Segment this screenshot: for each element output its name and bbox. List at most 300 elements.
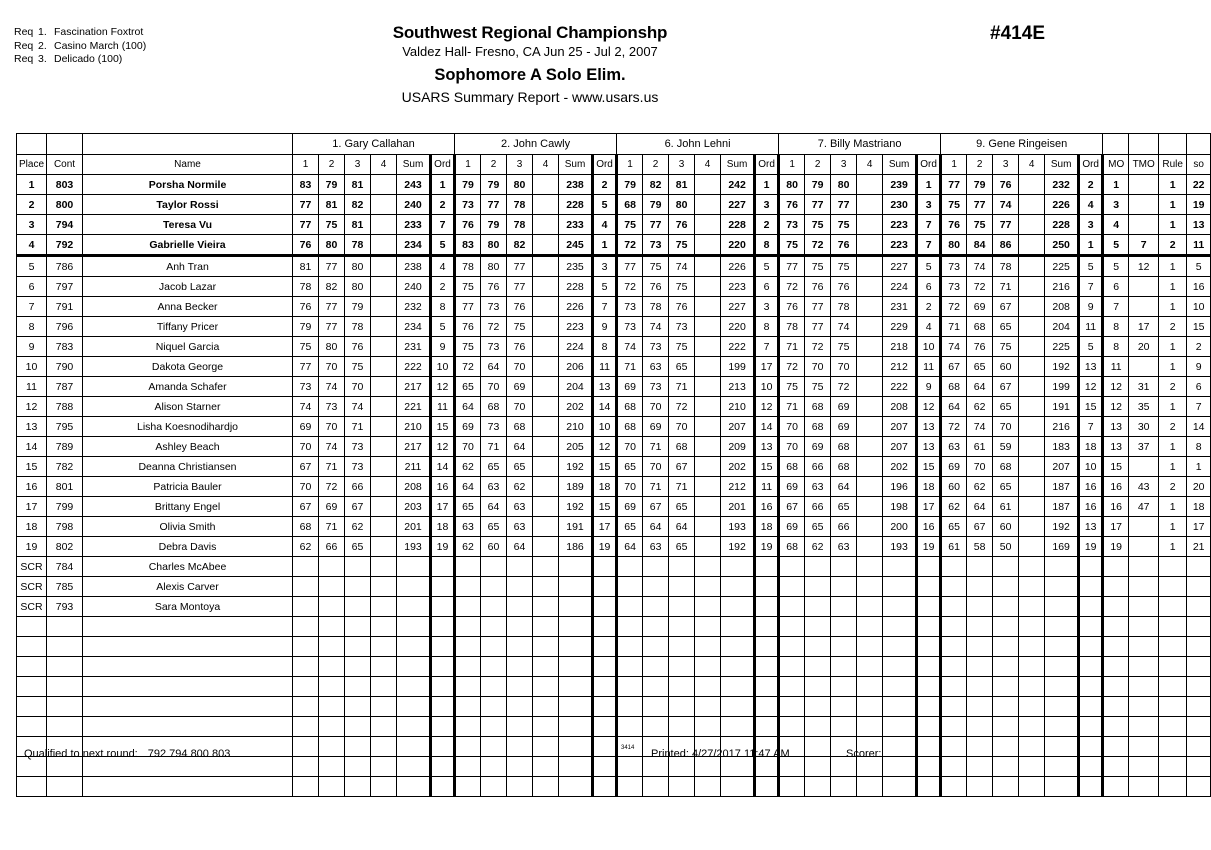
cell-judge-score	[371, 397, 397, 417]
cell-judge-score	[533, 277, 559, 297]
table-row[interactable]	[17, 195, 1211, 215]
cell-judge-score	[695, 337, 721, 357]
cell-rule	[1159, 577, 1187, 597]
cell-judge-sum: 223	[883, 215, 917, 235]
cell-judge-ord	[917, 577, 941, 597]
cell-so: 1	[1187, 457, 1211, 477]
cell-judge-score: 65	[617, 457, 643, 477]
cell-judge-score: 73	[941, 256, 967, 277]
cell-judge-score	[831, 637, 857, 657]
cell-rule: 2	[1159, 417, 1187, 437]
cell-tmo: 7	[1129, 235, 1159, 256]
table-row[interactable]	[17, 557, 1211, 577]
table-row[interactable]	[17, 297, 1211, 317]
cell-judge-score	[1019, 297, 1045, 317]
cell-rule: 1	[1159, 215, 1187, 235]
cell-judge-sum: 187	[1045, 497, 1079, 517]
cell-judge-score	[1019, 337, 1045, 357]
cell-tmo: 17	[1129, 317, 1159, 337]
cell-judge-ord: 3	[593, 256, 617, 277]
cell-judge-score	[481, 717, 507, 737]
cell-judge-score: 69	[941, 457, 967, 477]
cell-judge-score	[533, 657, 559, 677]
table-row[interactable]	[17, 457, 1211, 477]
cell-judge-score: 70	[669, 417, 695, 437]
cell-judge-sum: 208	[397, 477, 431, 497]
cell-judge-score	[345, 717, 371, 737]
judge-name-header: 6. John Lehni	[617, 134, 779, 155]
cell-judge-score	[941, 617, 967, 637]
cell-judge-score	[371, 717, 397, 737]
cell-judge-ord: 15	[593, 497, 617, 517]
cell-judge-score	[533, 417, 559, 437]
cell-judge-sum	[1045, 597, 1079, 617]
cell-judge-sum: 212	[883, 357, 917, 377]
cell-judge-score: 75	[345, 357, 371, 377]
cell-judge-ord	[593, 597, 617, 617]
cell-judge-score	[371, 517, 397, 537]
cell-judge-score: 80	[941, 235, 967, 256]
cell-judge-score: 76	[669, 297, 695, 317]
col-header-score-3: 3	[831, 155, 857, 175]
cell-judge-score: 73	[481, 417, 507, 437]
cell-judge-score: 65	[967, 357, 993, 377]
table-row[interactable]	[17, 337, 1211, 357]
cell-judge-sum: 203	[397, 497, 431, 517]
cell-judge-sum: 226	[559, 297, 593, 317]
cell-judge-sum	[721, 717, 755, 737]
table-row[interactable]	[17, 235, 1211, 256]
table-row-empty[interactable]	[17, 677, 1211, 697]
cell-judge-sum: 239	[883, 175, 917, 195]
table-row[interactable]	[17, 597, 1211, 617]
cell-judge-ord: 8	[755, 317, 779, 337]
cell-judge-sum	[397, 697, 431, 717]
cell-judge-ord: 7	[917, 235, 941, 256]
cell-tmo	[1129, 617, 1159, 637]
table-row[interactable]	[17, 577, 1211, 597]
cell-judge-score	[695, 497, 721, 517]
cell-judge-score	[533, 777, 559, 797]
cell-judge-score	[857, 357, 883, 377]
cell-rule: 1	[1159, 537, 1187, 557]
cell-judge-score: 75	[669, 235, 695, 256]
table-row-empty[interactable]	[17, 777, 1211, 797]
cell-judge-score	[1019, 235, 1045, 256]
cell-judge-score: 67	[345, 497, 371, 517]
cell-judge-score: 72	[779, 357, 805, 377]
cell-place: 2	[17, 195, 47, 215]
cell-judge-score	[831, 697, 857, 717]
cell-judge-score: 76	[507, 297, 533, 317]
cell-so: 6	[1187, 377, 1211, 397]
cell-judge-sum	[883, 577, 917, 597]
cell-judge-score: 70	[293, 437, 319, 457]
cell-judge-score: 68	[779, 457, 805, 477]
cell-judge-score	[941, 777, 967, 797]
cell-place: 8	[17, 317, 47, 337]
cell-judge-score	[507, 677, 533, 697]
table-row[interactable]	[17, 477, 1211, 497]
cell-judge-score: 86	[993, 235, 1019, 256]
cell-judge-score	[533, 597, 559, 617]
table-row[interactable]	[17, 175, 1211, 195]
cell-judge-score: 78	[507, 215, 533, 235]
cell-judge-sum	[397, 557, 431, 577]
cell-cont	[47, 617, 83, 637]
table-row[interactable]	[17, 417, 1211, 437]
cell-cont: 789	[47, 437, 83, 457]
cell-judge-score: 76	[967, 337, 993, 357]
qualified-line	[24, 748, 230, 760]
col-header-ord: Ord	[593, 155, 617, 175]
cell-judge-score	[293, 677, 319, 697]
cell-judge-sum	[721, 657, 755, 677]
cell-judge-score	[993, 697, 1019, 717]
cell-judge-score	[695, 437, 721, 457]
table-row-empty[interactable]	[17, 697, 1211, 717]
table-row[interactable]	[17, 437, 1211, 457]
cell-judge-score	[695, 677, 721, 697]
cell-so: 8	[1187, 437, 1211, 457]
cell-judge-score	[993, 557, 1019, 577]
cell-judge-sum: 192	[1045, 357, 1079, 377]
cell-judge-score: 67	[293, 457, 319, 477]
cell-judge-score	[345, 617, 371, 637]
cell-judge-sum	[559, 597, 593, 617]
cell-judge-sum: 240	[397, 277, 431, 297]
cell-judge-score	[617, 557, 643, 577]
cell-judge-ord: 19	[1079, 537, 1103, 557]
cell-judge-ord	[1079, 597, 1103, 617]
col-header-score-2: 2	[481, 155, 507, 175]
cell-judge-ord: 3	[755, 297, 779, 317]
cell-tmo: 20	[1129, 337, 1159, 357]
cell-judge-ord: 15	[917, 457, 941, 477]
cell-judge-score: 69	[831, 417, 857, 437]
table-row[interactable]	[17, 517, 1211, 537]
cell-judge-score: 66	[319, 537, 345, 557]
cell-judge-score	[857, 697, 883, 717]
cell-judge-score: 69	[617, 377, 643, 397]
cell-skater-name: Lisha Koesnodihardjo	[83, 417, 293, 437]
cell-tmo	[1129, 737, 1159, 757]
cell-judge-sum: 245	[559, 235, 593, 256]
cell-judge-score: 70	[455, 437, 481, 457]
cell-judge-sum: 204	[559, 377, 593, 397]
cell-mo	[1103, 657, 1129, 677]
cell-judge-score: 75	[507, 317, 533, 337]
cell-judge-ord	[1079, 717, 1103, 737]
cell-judge-score: 68	[617, 397, 643, 417]
cell-judge-score	[455, 557, 481, 577]
cell-judge-score: 72	[941, 297, 967, 317]
cell-judge-score: 70	[617, 437, 643, 457]
cell-skater-name: Tiffany Pricer	[83, 317, 293, 337]
cell-skater-name: Dakota George	[83, 357, 293, 377]
cell-cont	[47, 677, 83, 697]
cell-judge-sum: 227	[721, 297, 755, 317]
cell-judge-score: 65	[345, 537, 371, 557]
cell-judge-score	[993, 617, 1019, 637]
cell-rule	[1159, 617, 1187, 637]
col-header-so: so	[1187, 155, 1211, 175]
cell-judge-score	[1019, 457, 1045, 477]
cell-judge-score: 73	[481, 297, 507, 317]
cell-mo	[1103, 617, 1129, 637]
cell-judge-sum	[1045, 757, 1079, 777]
cell-judge-score: 67	[779, 497, 805, 517]
cell-rule: 1	[1159, 195, 1187, 215]
cell-judge-score: 71	[481, 437, 507, 457]
cell-judge-sum: 225	[1045, 337, 1079, 357]
cell-place: 16	[17, 477, 47, 497]
cell-judge-score	[857, 235, 883, 256]
cell-judge-sum: 207	[883, 437, 917, 457]
cell-judge-score: 62	[805, 537, 831, 557]
cell-judge-score	[857, 297, 883, 317]
cell-judge-score	[831, 577, 857, 597]
cell-judge-score: 75	[455, 337, 481, 357]
cell-judge-sum: 250	[1045, 235, 1079, 256]
col-header-score-4: 4	[857, 155, 883, 175]
cell-judge-score	[345, 657, 371, 677]
cell-judge-score	[1019, 497, 1045, 517]
cell-judge-sum: 234	[397, 317, 431, 337]
cell-judge-score: 77	[293, 215, 319, 235]
cell-judge-score	[371, 235, 397, 256]
col-header-ord: Ord	[917, 155, 941, 175]
cell-judge-sum: 223	[721, 277, 755, 297]
cell-judge-ord	[431, 697, 455, 717]
cell-judge-score	[371, 497, 397, 517]
cell-judge-ord: 11	[917, 357, 941, 377]
cell-judge-score	[695, 195, 721, 215]
cell-judge-score: 78	[993, 256, 1019, 277]
organization-line: USARS Summary Report - www.usars.us	[401, 89, 659, 105]
table-row-empty[interactable]	[17, 637, 1211, 657]
cell-judge-score	[455, 577, 481, 597]
cell-judge-score: 75	[779, 377, 805, 397]
cell-judge-score: 71	[669, 477, 695, 497]
cell-judge-score: 75	[831, 337, 857, 357]
cell-judge-ord: 9	[593, 317, 617, 337]
cell-judge-score	[481, 577, 507, 597]
col-header-mo: MO	[1103, 155, 1129, 175]
cell-judge-score: 71	[345, 417, 371, 437]
cell-judge-sum	[397, 777, 431, 797]
cell-judge-score	[967, 597, 993, 617]
col-header-ord: Ord	[755, 155, 779, 175]
table-row[interactable]	[17, 537, 1211, 557]
table-row-empty[interactable]	[17, 617, 1211, 637]
cell-judge-score	[805, 717, 831, 737]
cell-judge-score	[455, 777, 481, 797]
cell-judge-score	[1019, 537, 1045, 557]
printed-timestamp: Printed: 4/27/2017 11:47 AM	[651, 748, 790, 760]
requirement-label: Req	[14, 26, 34, 38]
cell-judge-score	[695, 397, 721, 417]
cell-judge-score	[831, 597, 857, 617]
cell-judge-score: 63	[643, 537, 669, 557]
results-table	[16, 133, 1211, 797]
cell-judge-sum: 226	[1045, 195, 1079, 215]
cell-cont: 793	[47, 597, 83, 617]
cell-judge-score	[669, 557, 695, 577]
cell-judge-score: 69	[805, 437, 831, 457]
cell-rule	[1159, 697, 1187, 717]
cell-skater-name	[83, 637, 293, 657]
cell-judge-sum: 196	[883, 477, 917, 497]
table-row[interactable]	[17, 277, 1211, 297]
cell-judge-score	[967, 677, 993, 697]
cell-place: 1	[17, 175, 47, 195]
cell-judge-score	[779, 597, 805, 617]
cell-tmo: 12	[1129, 256, 1159, 277]
cell-judge-score	[695, 617, 721, 637]
table-row[interactable]	[17, 256, 1211, 277]
table-row[interactable]	[17, 397, 1211, 417]
cell-judge-score	[1019, 477, 1045, 497]
table-row[interactable]	[17, 357, 1211, 377]
table-row-empty[interactable]	[17, 717, 1211, 737]
cell-judge-sum: 210	[559, 417, 593, 437]
cell-judge-score	[481, 777, 507, 797]
cell-judge-score	[643, 557, 669, 577]
cell-judge-sum	[721, 777, 755, 797]
cell-judge-score: 76	[831, 277, 857, 297]
cell-judge-score: 78	[455, 256, 481, 277]
cell-tmo: 35	[1129, 397, 1159, 417]
cell-judge-sum: 217	[397, 377, 431, 397]
cell-mo: 6	[1103, 277, 1129, 297]
cell-judge-score: 65	[805, 517, 831, 537]
col-header-score-2: 2	[805, 155, 831, 175]
cell-judge-sum: 208	[883, 397, 917, 417]
cell-judge-score: 68	[669, 437, 695, 457]
cell-judge-score	[371, 377, 397, 397]
cell-so	[1187, 657, 1211, 677]
cell-place: SCR	[17, 597, 47, 617]
cell-judge-score	[695, 637, 721, 657]
cell-judge-score	[319, 617, 345, 637]
cell-judge-score	[669, 657, 695, 677]
cell-judge-score	[993, 597, 1019, 617]
cell-judge-ord	[593, 637, 617, 657]
cell-skater-name	[83, 697, 293, 717]
cell-judge-score	[533, 377, 559, 397]
cell-judge-ord	[755, 577, 779, 597]
cell-judge-score	[371, 317, 397, 337]
cell-cont: 785	[47, 577, 83, 597]
cell-cont	[47, 717, 83, 737]
cell-judge-score	[993, 657, 1019, 677]
cell-judge-score: 77	[455, 297, 481, 317]
cell-judge-score: 64	[507, 437, 533, 457]
table-row[interactable]	[17, 317, 1211, 337]
cell-judge-score: 75	[617, 215, 643, 235]
cell-skater-name: Anna Becker	[83, 297, 293, 317]
cell-judge-score: 77	[481, 195, 507, 215]
cell-judge-score	[345, 677, 371, 697]
cell-judge-score	[371, 477, 397, 497]
cell-judge-score	[695, 317, 721, 337]
cell-judge-sum: 235	[559, 256, 593, 277]
cell-so: 17	[1187, 517, 1211, 537]
cell-judge-score: 71	[993, 277, 1019, 297]
cell-judge-ord	[1079, 777, 1103, 797]
cell-judge-ord: 17	[431, 497, 455, 517]
cell-judge-ord: 7	[917, 215, 941, 235]
cell-judge-ord: 14	[593, 397, 617, 417]
cell-judge-score: 78	[345, 235, 371, 256]
cell-judge-score: 71	[941, 317, 967, 337]
cell-judge-score: 77	[831, 195, 857, 215]
cell-judge-sum: 225	[1045, 256, 1079, 277]
cell-judge-score: 68	[617, 195, 643, 215]
cell-judge-ord	[431, 637, 455, 657]
cell-skater-name	[83, 617, 293, 637]
cell-judge-score	[779, 657, 805, 677]
cell-judge-score: 83	[455, 235, 481, 256]
cell-judge-score	[455, 617, 481, 637]
cell-judge-ord: 13	[593, 377, 617, 397]
cell-judge-score: 65	[669, 497, 695, 517]
table-row[interactable]	[17, 377, 1211, 397]
spacer-cell	[1129, 134, 1159, 155]
cell-place: 7	[17, 297, 47, 317]
col-header-sum: Sum	[559, 155, 593, 175]
cell-mo: 3	[1103, 195, 1129, 215]
cell-judge-score	[371, 537, 397, 557]
cell-judge-sum: 202	[559, 397, 593, 417]
cell-judge-ord: 7	[1079, 277, 1103, 297]
cell-judge-score	[293, 617, 319, 637]
cell-skater-name: Gabrielle Vieira	[83, 235, 293, 256]
cell-cont: 801	[47, 477, 83, 497]
table-row-empty[interactable]	[17, 657, 1211, 677]
event-title: Sophomore A Solo Elim.	[434, 66, 626, 84]
cell-judge-score	[695, 597, 721, 617]
cell-judge-score: 74	[967, 256, 993, 277]
cell-judge-score: 80	[779, 175, 805, 195]
cell-judge-ord: 1	[1079, 235, 1103, 256]
cell-judge-ord	[1079, 757, 1103, 777]
cell-judge-sum: 232	[1045, 175, 1079, 195]
cell-judge-score	[481, 697, 507, 717]
cell-judge-ord	[917, 657, 941, 677]
table-row[interactable]	[17, 497, 1211, 517]
cell-judge-sum: 234	[397, 235, 431, 256]
cell-cont: 798	[47, 517, 83, 537]
cell-judge-score: 65	[941, 517, 967, 537]
cell-judge-ord: 13	[1079, 357, 1103, 377]
cell-judge-score	[455, 677, 481, 697]
cell-judge-score: 65	[507, 457, 533, 477]
cell-judge-sum	[397, 617, 431, 637]
cell-judge-sum	[1045, 677, 1079, 697]
cell-judge-ord	[917, 717, 941, 737]
cell-skater-name: Niquel Garcia	[83, 337, 293, 357]
table-row[interactable]	[17, 215, 1211, 235]
cell-judge-score: 72	[967, 277, 993, 297]
cell-judge-sum	[1045, 557, 1079, 577]
cell-mo: 12	[1103, 377, 1129, 397]
cell-so	[1187, 777, 1211, 797]
cell-judge-score: 75	[779, 235, 805, 256]
cell-judge-score: 79	[319, 175, 345, 195]
cell-judge-sum	[1045, 617, 1079, 637]
